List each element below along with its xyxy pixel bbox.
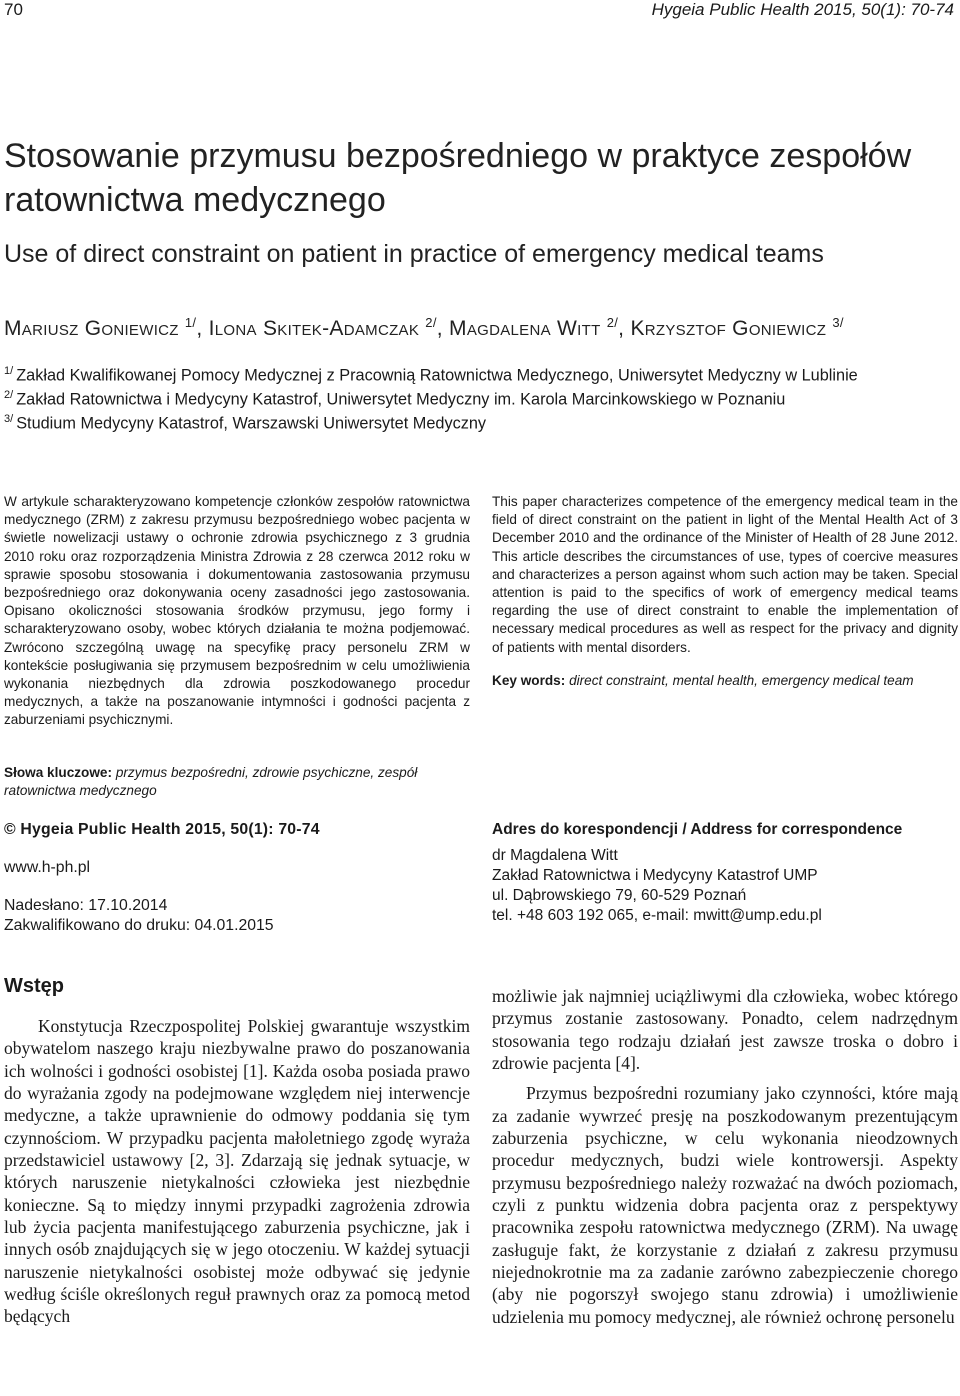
correspondence-line: tel. +48 603 192 065, e-mail: mwitt@ump.edu.pl — [492, 907, 822, 924]
author-affiliation-mark: 3/ — [832, 315, 844, 330]
affiliation-line — [4, 413, 486, 433]
author-affiliation-mark: 2/ — [606, 315, 619, 330]
section-heading: Wstęp — [4, 975, 64, 997]
received-date: Nadesłano: 17.10.2014 — [4, 897, 168, 914]
author-list: Mariusz Goniewicz $^{1/}$, Ilona Skitek-Adamczak $^{2/}$, Magdalena Witt $^{2/}$, Krzysztof Goniewicz $^{3/}$ — [4, 315, 844, 340]
correspondence-line: dr Magdalena Witt — [492, 847, 618, 864]
body-column-left — [4, 1015, 470, 1328]
affiliation-mark: 3/ — [4, 413, 14, 425]
affiliation-mark: 1/ — [4, 365, 14, 377]
author-affiliation-mark: 1/ — [184, 315, 197, 330]
correspondence-block — [492, 820, 902, 926]
author-name: Ilona Skitek-Adamczak — [208, 317, 420, 340]
author-affiliation-mark: 2/ — [425, 315, 437, 330]
body-paragraph: możliwie jak najmniej uciążliwymi dla człowieka, wobec którego przymus zostanie zastosowany. Ponadto, celem nadrzędnym stosowania tego rodzaju działań jest zawsze troska o dobro i zdrowie pacjenta [4]. — [492, 986, 958, 1074]
keywords-label: Słowa kluczowe: — [4, 765, 113, 780]
accepted-date: Zakwalifikowano do druku: 04.01.2015 — [4, 917, 274, 934]
article-title-english: Use of direct constraint on patient in practice of emergency medical teams — [4, 240, 824, 268]
journal-citation: © Hygeia Public Health 2015, 50(1): 70-74 — [4, 821, 320, 838]
body-paragraph: Przymus bezpośredni rozumiany jako czynności, które mają za zadanie wywrzeć presję na poszkodowanym prezentującym zaburzenia psychiczne, w celu wykonania nieodzownych procedur medycznych, budzi wiele kontrowersji. Aspekty przymusu bezpośredniego należy rozważać na dwóch poziomach, czyli z punktu widzenia dobra pacjenta oraz z perspektywy pracownika zespołu ratownictwa medycznego (ZRM). Na uwagę zasługuje fakt, że korzystanie z działań z zakresu przymusu niejednokrotnie ma za zadanie zarówno zabezpieczenie chorego (aby nie pogorszył swojego stanu zdrowia) i umożliwienie udzielenia mu pomocy medycznej, ale również ochronę personelu — [492, 1083, 958, 1327]
body-paragraph: Konstytucja Rzeczpospolitej Polskiej gwarantuje wszystkim obywatelom naszego kraju niezbywalne prawo do poszanowania ich wolności i godności osobistej [1]. Każda osoba posiada prawo do wyrażania zgody na podejmowane względem niej interwencje medyczne, a także uprawnienie do odmowy poddania się tym czynnościom. W przypadku pacjenta małoletniego zgodę wyraża przedstawiciel ustawowy [2, 3]. Zdarzają się jednak sytuacje, w których naruszenie nietykalności człowieka jest niezbędnie konieczne. Są to między innymi przypadki zagrożenia zdrowia lub życia pacjenta manifestującego zaburzenia psychiczne, jak i innych osób znajdujących się w jego otoczeniu. W każdej sytuacji naruszenie nietykalności osobistej może odbywać się jedynie według ściśle określonych reguł prawnych oraz za pomocą metod będących — [4, 1016, 470, 1327]
page-number: 70 — [4, 0, 23, 19]
author-name: Magdalena Witt — [449, 317, 601, 340]
keywords-label: Key words: — [492, 673, 566, 688]
affiliation-line — [4, 389, 785, 409]
affiliation-text: Studium Medycyny Katastrof, Warszawski Uniwersytet Medyczny — [16, 414, 487, 433]
affiliation-mark: 2/ — [4, 389, 14, 401]
abstract-polish: W artykule scharakteryzowano kompetencje członków zespołów ratownictwa medycznego (ZRM) z zakresu przymusu bezpośredniego wobec pacjenta w świetle nowelizacji ustawy o ochronie zdrowia psychicznego z 3 grudnia 2010 roku oraz rozporządzenia Ministra Zdrowia z 28 czerwca 2012 roku w sprawie sposobu stosowania i dokumentowania zastosowania przymusu bezpośredniego oraz dokonywania oceny zasadności jego zastosowania. Opisano okoliczności stosowania środków przymusu, jego formy i scharakteryzowano osoby, wobec których działania te można podjemować. Zwrócono szczególną uwagę na specyfikę pracy personelu ZRM w kontekście posługiwania się przymusem bezpośrednim w celu umożliwienia wykonania niezbędnych dla zdrowia poszkodowanego procedur medycznych, a także na poszanowanie intymności i godności pacjenta z zaburzeniami psychicznymi. — [4, 494, 470, 728]
affiliation-text: Zakład Kwalifikowanej Pomocy Medycznej z Pracownią Ratownictwa Medycznego, Uniwersytet Medyczny w Lublinie — [16, 366, 858, 385]
author-name: Mariusz Goniewicz — [4, 317, 179, 340]
abstract-english: This paper characterizes competence of the emergency medical team in the field of direct constraint on the patient in light of the Mental Health Act of 3 December 2010 and the ordinance of the Minister of Health of 28 June 2012. This article describes the circumstances of use, types of coercive measures and characterizes a person against whom such action may be taken. Special attention is paid to the specifics of work of emergency medical teams regarding the use of direct constraint to enable the implementation of necessary medical procedures as well as respect for the privacy and dignity of patients with mental disorders. — [492, 494, 958, 655]
affiliation-line — [4, 365, 858, 385]
keywords-text: direct constraint, mental health, emergency medical team — [569, 673, 914, 688]
body-column-right — [492, 985, 958, 1328]
keywords-text: przymus bezpośredni, zdrowie psychiczne, zespół ratownictwa medycznego — [4, 765, 418, 799]
keywords-polish — [4, 764, 470, 800]
author-name: Krzysztof Goniewicz — [630, 317, 827, 340]
article-title-polish: Stosowanie przymusu bezpośredniego w praktyce zespołów ratownictwa medycznego — [4, 137, 912, 219]
correspondence-heading: Adres do korespondencji / Address for correspondence — [492, 821, 903, 838]
affiliation-text: Zakład Ratownictwa i Medycyny Katastrof, Uniwersytet Medyczny im. Karola Marcinkowskiego w Poznaniu — [16, 390, 786, 409]
correspondence-line: Zakład Ratownictwa i Medycyny Katastrof UMP — [492, 867, 818, 884]
keywords-english — [492, 672, 958, 690]
journal-info — [4, 820, 320, 936]
correspondence-line: ul. Dąbrowskiego 79, 60-529 Poznań — [492, 887, 747, 904]
journal-website-link[interactable]: www.h-ph.pl — [4, 859, 91, 876]
running-header: Hygeia Public Health 2015, 50(1): 70-74 — [651, 0, 954, 19]
